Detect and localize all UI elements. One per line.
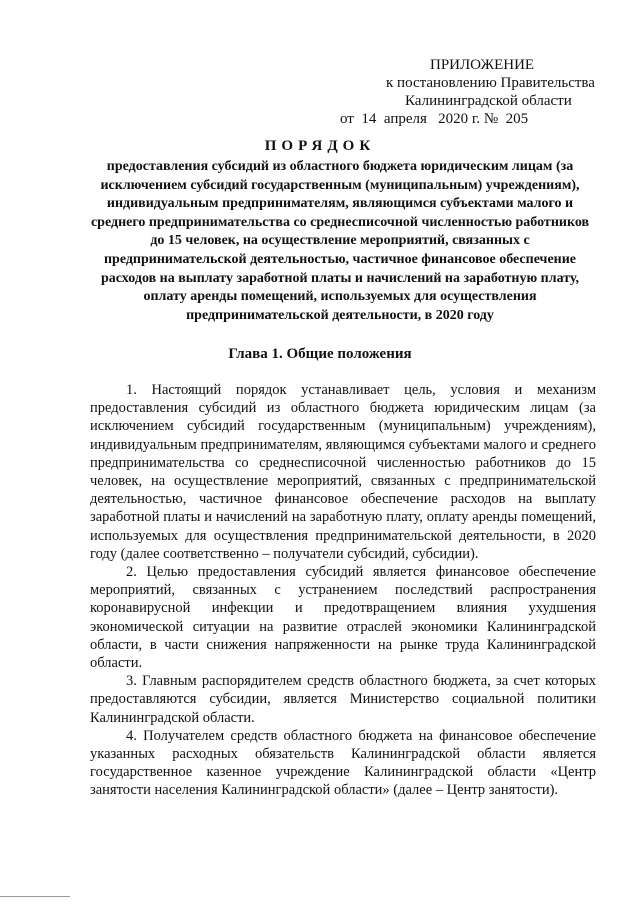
document-body [90,381,596,800]
appendix-date-number: от 14 апреля 2020 г. № 205 [340,111,529,127]
appendix-block [340,56,610,128]
appendix-heading: ПРИЛОЖЕНИЕ [430,57,535,73]
footer-divider [0,896,70,897]
paragraph-3: 3. Главным распорядителем средств областного бюджета, за счет которых предоставляются субсидии, является Министерство социальной политики Калининградской области. [90,673,596,726]
appendix-reference: к постановлению Правительства [386,75,595,91]
paragraph-4: 4. Получателем средств областного бюджета на финансовое обеспечение указанных расходных обязательств Калининградской области является государственное казенное учреждение Калининградской области «Центр занятости населения Калининградской области» (далее – Центр занятости). [90,727,596,799]
appendix-region: Калининградской области [405,93,572,109]
paragraph-1: 1. Настоящий порядок устанавливает цель, условия и механизм предоставления субсидий из областного бюджета юридическим лицам (за исключением субсидий государственным (муниципальным) учреждениям), индивидуальным предпринимателям, являющимся субъектами малого и среднего предпринимательства со среднесписочной численностью работников до 15 человек, на осуществление мероприятий, связанных с предпринимательской деятельностью, частичное финансовое обеспечение расходов на выплату заработной платы и начислений на заработную плату, оплату аренды помещений, используемых для осуществления предпринимательской деятельности, в 2020 году (далее соответственно – получатели субсидий, субсидии). [90,382,596,562]
document-subtitle: предоставления субсидий из областного бюджета юридическим лицам (за исключением субсидий государственным (муниципальным) учреждениям), индивидуальным предпринимателям, являющимся субъектами малого и среднего предпринимательства со среднесписочной численностью работников до 15 человек, на осуществление мероприятий, связанных с предпринимательской деятельностью, частичное финансовое обеспечение расходов на выплату заработной платы и начислений на заработную плату, оплату аренды помещений, используемых для осуществления предпринимательской деятельности, в 2020 году [90,159,590,323]
paragraph-2: 2. Целью предоставления субсидий является финансовое обеспечение мероприятий, связанных с устранением последствий распространения коронавирусной инфекции и предотвращением влияния ухудшения экономической ситуации на развитие отраслей экономики Калининградской области, в части снижения напряженности на рынке труда Калининградской области. [90,564,596,672]
document-title: ПОРЯДОК [264,138,376,154]
chapter-heading: Глава 1. Общие положения [228,346,412,362]
